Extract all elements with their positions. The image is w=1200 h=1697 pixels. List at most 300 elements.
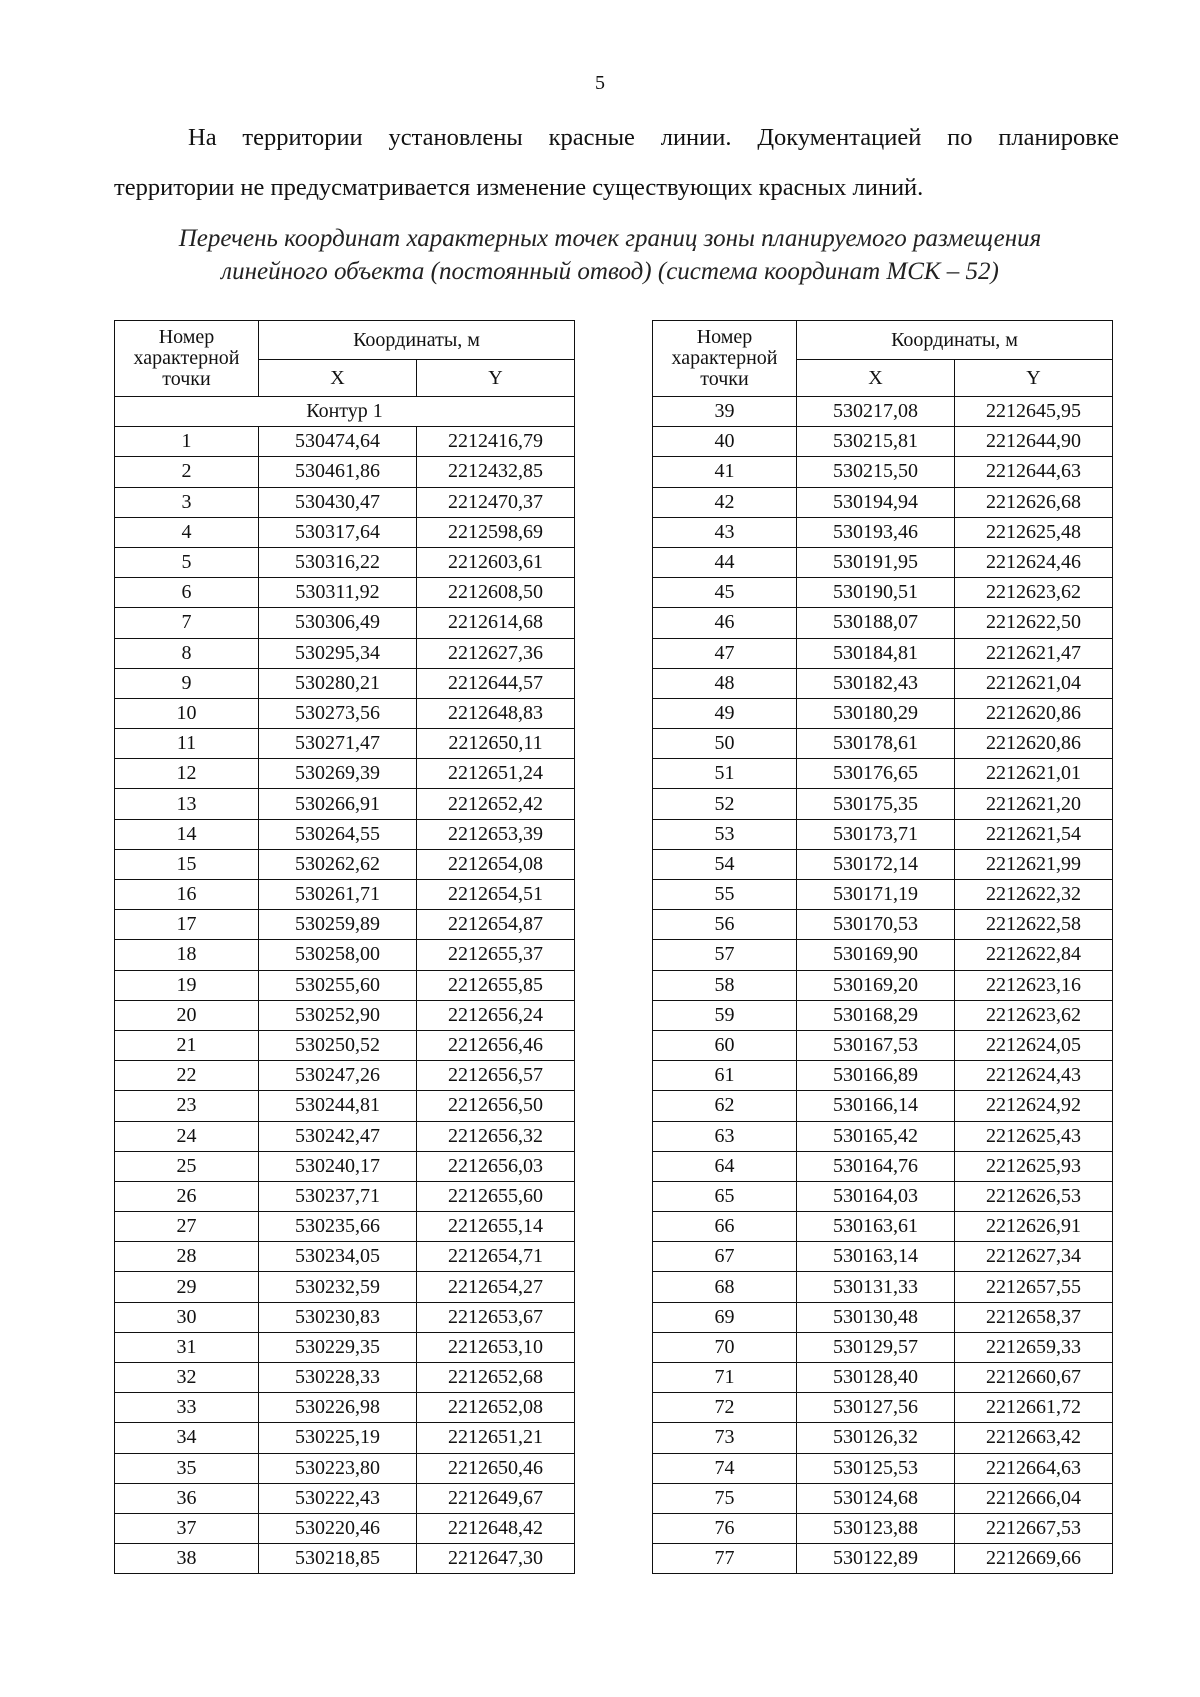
point-number-header: Номер характерной точки: [653, 321, 797, 397]
x-coordinate-cell: 530258,00: [259, 940, 417, 970]
y-coordinate-cell: 2212666,04: [955, 1483, 1113, 1513]
table-row: [115, 608, 575, 638]
x-coordinate-cell: 530244,81: [259, 1091, 417, 1121]
table-row: [653, 1212, 1113, 1242]
point-number-cell: 36: [115, 1483, 259, 1513]
table-row: [653, 1302, 1113, 1332]
point-number-cell: 62: [653, 1091, 797, 1121]
x-coordinate-cell: 530311,92: [259, 578, 417, 608]
y-coordinate-cell: 2212621,20: [955, 789, 1113, 819]
point-number-cell: 32: [115, 1363, 259, 1393]
table-row: [653, 1423, 1113, 1453]
y-coordinate-cell: 2212622,50: [955, 608, 1113, 638]
table-row: [115, 578, 575, 608]
y-coordinate-cell: 2212650,11: [417, 729, 575, 759]
y-coordinate-cell: 2212622,58: [955, 910, 1113, 940]
y-coordinate-cell: 2212650,46: [417, 1453, 575, 1483]
x-coordinate-cell: 530176,65: [797, 759, 955, 789]
point-number-cell: 24: [115, 1121, 259, 1151]
x-coordinate-cell: 530262,62: [259, 849, 417, 879]
x-coordinate-cell: 530126,32: [797, 1423, 955, 1453]
point-number-cell: 41: [653, 457, 797, 487]
y-coordinate-cell: 2212656,57: [417, 1061, 575, 1091]
page-number: 5: [595, 72, 605, 94]
point-number-cell: 70: [653, 1332, 797, 1362]
table-row: [653, 729, 1113, 759]
table-row: [115, 1483, 575, 1513]
table-row: [115, 970, 575, 1000]
point-number-cell: 67: [653, 1242, 797, 1272]
table-row: [653, 638, 1113, 668]
point-number-cell: 13: [115, 789, 259, 819]
table-row: [115, 1423, 575, 1453]
table-row: [653, 608, 1113, 638]
table-row: [115, 759, 575, 789]
coordinates-table-right: [652, 320, 1113, 1574]
table-row: [653, 668, 1113, 698]
point-number-cell: 68: [653, 1272, 797, 1302]
point-number-cell: 5: [115, 547, 259, 577]
x-coordinate-cell: 530164,76: [797, 1151, 955, 1181]
y-coordinate-cell: 2212669,66: [955, 1544, 1113, 1574]
table-row: [115, 1181, 575, 1211]
table-row: [115, 1513, 575, 1543]
x-coordinate-cell: 530232,59: [259, 1272, 417, 1302]
table-row: [653, 849, 1113, 879]
point-number-cell: 27: [115, 1212, 259, 1242]
table-row: [653, 759, 1113, 789]
y-coordinate-cell: 2212621,47: [955, 638, 1113, 668]
x-coordinate-cell: 530255,60: [259, 970, 417, 1000]
table-row: [653, 1000, 1113, 1030]
y-coordinate-cell: 2212644,63: [955, 457, 1113, 487]
y-coordinate-cell: 2212661,72: [955, 1393, 1113, 1423]
point-number-cell: 42: [653, 487, 797, 517]
point-number-cell: 65: [653, 1181, 797, 1211]
table-row: [653, 427, 1113, 457]
x-coordinate-cell: 530217,08: [797, 397, 955, 427]
point-number-cell: 52: [653, 789, 797, 819]
point-number-cell: 57: [653, 940, 797, 970]
y-coordinate-cell: 2212625,48: [955, 517, 1113, 547]
x-coordinate-cell: 530165,42: [797, 1121, 955, 1151]
y-coordinate-cell: 2212620,86: [955, 698, 1113, 728]
table-row: [653, 1363, 1113, 1393]
table-row: [115, 668, 575, 698]
x-coordinate-cell: 530184,81: [797, 638, 955, 668]
point-number-cell: 59: [653, 1000, 797, 1030]
x-coordinate-cell: 530180,29: [797, 698, 955, 728]
x-coordinate-cell: 530230,83: [259, 1302, 417, 1332]
y-coordinate-cell: 2212659,33: [955, 1332, 1113, 1362]
table-row: [653, 1544, 1113, 1574]
x-coordinate-cell: 530430,47: [259, 487, 417, 517]
y-coordinate-cell: 2212626,53: [955, 1181, 1113, 1211]
table-row: [115, 457, 575, 487]
x-coordinate-cell: 530264,55: [259, 819, 417, 849]
point-number-cell: 66: [653, 1212, 797, 1242]
x-coordinate-cell: 530191,95: [797, 547, 955, 577]
x-coordinate-cell: 530242,47: [259, 1121, 417, 1151]
x-coordinate-cell: 530237,71: [259, 1181, 417, 1211]
y-coordinate-cell: 2212651,21: [417, 1423, 575, 1453]
point-number-cell: 39: [653, 397, 797, 427]
point-number-cell: 4: [115, 517, 259, 547]
y-coordinate-cell: 2212627,34: [955, 1242, 1113, 1272]
y-coordinate-cell: 2212645,95: [955, 397, 1113, 427]
coordinates-table-left: [114, 320, 575, 1574]
table-row: [653, 1061, 1113, 1091]
coordinates-header: Координаты, м: [797, 321, 1113, 360]
point-number-cell: 11: [115, 729, 259, 759]
table-row: [115, 547, 575, 577]
table-row: [115, 910, 575, 940]
point-number-cell: 51: [653, 759, 797, 789]
table-row: [115, 940, 575, 970]
x-coordinate-cell: 530261,71: [259, 880, 417, 910]
table-row: [653, 1151, 1113, 1181]
point-number-cell: 37: [115, 1513, 259, 1543]
x-coordinate-cell: 530250,52: [259, 1030, 417, 1060]
x-coordinate-cell: 530125,53: [797, 1453, 955, 1483]
table-row: [653, 517, 1113, 547]
table-row: [653, 547, 1113, 577]
x-coordinate-cell: 530271,47: [259, 729, 417, 759]
y-coordinate-cell: 2212416,79: [417, 427, 575, 457]
point-number-cell: 40: [653, 427, 797, 457]
y-coordinate-cell: 2212644,57: [417, 668, 575, 698]
x-coordinate-cell: 530124,68: [797, 1483, 955, 1513]
table-row: [653, 698, 1113, 728]
point-number-cell: 76: [653, 1513, 797, 1543]
y-coordinate-cell: 2212621,54: [955, 819, 1113, 849]
y-coordinate-cell: 2212608,50: [417, 578, 575, 608]
point-number-cell: 16: [115, 880, 259, 910]
point-number-cell: 46: [653, 608, 797, 638]
y-coordinate-cell: 2212620,86: [955, 729, 1113, 759]
y-coordinate-cell: 2212623,62: [955, 1000, 1113, 1030]
point-number-cell: 69: [653, 1302, 797, 1332]
table-row: [115, 880, 575, 910]
y-coordinate-cell: 2212657,55: [955, 1272, 1113, 1302]
table-row: [115, 1272, 575, 1302]
point-number-cell: 14: [115, 819, 259, 849]
y-coordinate-cell: 2212653,67: [417, 1302, 575, 1332]
table-row: [653, 1030, 1113, 1060]
point-number-cell: 53: [653, 819, 797, 849]
x-coordinate-cell: 530166,14: [797, 1091, 955, 1121]
point-number-cell: 9: [115, 668, 259, 698]
x-coordinate-cell: 530266,91: [259, 789, 417, 819]
y-coordinate-cell: 2212624,43: [955, 1061, 1113, 1091]
x-coordinate-cell: 530167,53: [797, 1030, 955, 1060]
y-coordinate-cell: 2212652,68: [417, 1363, 575, 1393]
table-row: [115, 1151, 575, 1181]
y-coordinate-cell: 2212621,04: [955, 668, 1113, 698]
y-coordinate-cell: 2212655,85: [417, 970, 575, 1000]
x-coordinate-cell: 530223,80: [259, 1453, 417, 1483]
point-number-cell: 31: [115, 1332, 259, 1362]
y-coordinate-cell: 2212627,36: [417, 638, 575, 668]
table-row: [115, 1121, 575, 1151]
y-coordinate-cell: 2212624,46: [955, 547, 1113, 577]
point-number-cell: 18: [115, 940, 259, 970]
x-coordinate-cell: 530175,35: [797, 789, 955, 819]
table-row: [653, 940, 1113, 970]
y-coordinate-cell: 2212652,42: [417, 789, 575, 819]
x-coordinate-cell: 530295,34: [259, 638, 417, 668]
x-coordinate-cell: 530461,86: [259, 457, 417, 487]
table-row: [653, 578, 1113, 608]
x-coordinate-cell: 530234,05: [259, 1242, 417, 1272]
point-number-cell: 21: [115, 1030, 259, 1060]
x-coordinate-cell: 530218,85: [259, 1544, 417, 1574]
x-coordinate-cell: 530182,43: [797, 668, 955, 698]
table-row: [115, 849, 575, 879]
y-coordinate-cell: 2212652,08: [417, 1393, 575, 1423]
x-coordinate-cell: 530188,07: [797, 608, 955, 638]
point-number-cell: 50: [653, 729, 797, 759]
x-coordinate-cell: 530128,40: [797, 1363, 955, 1393]
table-row: [653, 880, 1113, 910]
point-number-cell: 25: [115, 1151, 259, 1181]
x-coordinate-cell: 530215,50: [797, 457, 955, 487]
point-number-cell: 47: [653, 638, 797, 668]
table-row: [115, 789, 575, 819]
y-coordinate-cell: 2212654,87: [417, 910, 575, 940]
y-coordinate-cell: 2212625,93: [955, 1151, 1113, 1181]
y-coordinate-cell: 2212656,03: [417, 1151, 575, 1181]
point-number-cell: 71: [653, 1363, 797, 1393]
table-row: [115, 487, 575, 517]
table-row: [653, 1483, 1113, 1513]
x-coordinate-cell: 530280,21: [259, 668, 417, 698]
x-coordinate-cell: 530129,57: [797, 1332, 955, 1362]
x-header: X: [259, 360, 417, 397]
y-coordinate-cell: 2212655,60: [417, 1181, 575, 1211]
x-coordinate-cell: 530269,39: [259, 759, 417, 789]
y-coordinate-cell: 2212648,83: [417, 698, 575, 728]
point-number-cell: 26: [115, 1181, 259, 1211]
x-coordinate-cell: 530178,61: [797, 729, 955, 759]
x-coordinate-cell: 530222,43: [259, 1483, 417, 1513]
x-coordinate-cell: 530229,35: [259, 1332, 417, 1362]
x-coordinate-cell: 530226,98: [259, 1393, 417, 1423]
point-number-cell: 10: [115, 698, 259, 728]
y-coordinate-cell: 2212614,68: [417, 608, 575, 638]
y-coordinate-cell: 2212656,32: [417, 1121, 575, 1151]
point-number-cell: 33: [115, 1393, 259, 1423]
table-row: [653, 1181, 1113, 1211]
x-coordinate-cell: 530169,20: [797, 970, 955, 1000]
point-number-cell: 73: [653, 1423, 797, 1453]
y-coordinate-cell: 2212624,92: [955, 1091, 1113, 1121]
point-number-cell: 3: [115, 487, 259, 517]
table-row: [115, 1000, 575, 1030]
x-coordinate-cell: 530130,48: [797, 1302, 955, 1332]
caption-line-1: Перечень координат характерных точек границ зоны планируемого размещения: [178, 225, 1042, 252]
point-number-header: Номер характерной точки: [115, 321, 259, 397]
point-number-cell: 30: [115, 1302, 259, 1332]
table-row: [115, 1453, 575, 1483]
point-number-cell: 49: [653, 698, 797, 728]
table-row: [653, 1242, 1113, 1272]
x-coordinate-cell: 530259,89: [259, 910, 417, 940]
table-row: [115, 1363, 575, 1393]
table-row: [653, 970, 1113, 1000]
table-row: [653, 457, 1113, 487]
x-coordinate-cell: 530190,51: [797, 578, 955, 608]
point-number-cell: 60: [653, 1030, 797, 1060]
point-number-cell: 45: [653, 578, 797, 608]
x-header: X: [797, 360, 955, 397]
point-number-cell: 38: [115, 1544, 259, 1574]
y-header: Y: [955, 360, 1113, 397]
y-coordinate-cell: 2212654,51: [417, 880, 575, 910]
point-number-cell: 19: [115, 970, 259, 1000]
y-coordinate-cell: 2212654,71: [417, 1242, 575, 1272]
y-coordinate-cell: 2212432,85: [417, 457, 575, 487]
y-coordinate-cell: 2212651,24: [417, 759, 575, 789]
y-coordinate-cell: 2212621,01: [955, 759, 1113, 789]
table-row: [115, 1091, 575, 1121]
table-row: [115, 1212, 575, 1242]
x-coordinate-cell: 530164,03: [797, 1181, 955, 1211]
x-coordinate-cell: 530122,89: [797, 1544, 955, 1574]
y-coordinate-cell: 2212647,30: [417, 1544, 575, 1574]
table-row: [115, 729, 575, 759]
point-number-cell: 48: [653, 668, 797, 698]
x-coordinate-cell: 530163,14: [797, 1242, 955, 1272]
y-coordinate-cell: 2212623,16: [955, 970, 1113, 1000]
point-number-cell: 43: [653, 517, 797, 547]
point-number-cell: 28: [115, 1242, 259, 1272]
point-number-cell: 58: [653, 970, 797, 1000]
x-coordinate-cell: 530127,56: [797, 1393, 955, 1423]
x-coordinate-cell: 530317,64: [259, 517, 417, 547]
x-coordinate-cell: 530168,29: [797, 1000, 955, 1030]
table-row: [653, 910, 1113, 940]
x-coordinate-cell: 530306,49: [259, 608, 417, 638]
y-coordinate-cell: 2212598,69: [417, 517, 575, 547]
point-number-cell: 63: [653, 1121, 797, 1151]
point-number-cell: 29: [115, 1272, 259, 1302]
table-row: [115, 819, 575, 849]
y-coordinate-cell: 2212624,05: [955, 1030, 1113, 1060]
table-row: [653, 397, 1113, 427]
y-coordinate-cell: 2212470,37: [417, 487, 575, 517]
point-number-cell: 64: [653, 1151, 797, 1181]
point-number-cell: 77: [653, 1544, 797, 1574]
contour-label: Контур 1: [115, 397, 575, 427]
y-coordinate-cell: 2212625,43: [955, 1121, 1113, 1151]
y-coordinate-cell: 2212603,61: [417, 547, 575, 577]
table-row: [653, 1091, 1113, 1121]
point-number-cell: 23: [115, 1091, 259, 1121]
point-number-cell: 17: [115, 910, 259, 940]
point-number-cell: 56: [653, 910, 797, 940]
x-coordinate-cell: 530163,61: [797, 1212, 955, 1242]
y-coordinate-cell: 2212648,42: [417, 1513, 575, 1543]
table-caption: [100, 222, 1120, 288]
table-row: [115, 1332, 575, 1362]
point-number-cell: 20: [115, 1000, 259, 1030]
y-coordinate-cell: 2212653,10: [417, 1332, 575, 1362]
y-coordinate-cell: 2212656,46: [417, 1030, 575, 1060]
x-coordinate-cell: 530474,64: [259, 427, 417, 457]
point-number-cell: 75: [653, 1483, 797, 1513]
x-coordinate-cell: 530173,71: [797, 819, 955, 849]
point-number-cell: 1: [115, 427, 259, 457]
point-number-cell: 8: [115, 638, 259, 668]
y-coordinate-cell: 2212622,32: [955, 880, 1113, 910]
point-number-cell: 12: [115, 759, 259, 789]
y-coordinate-cell: 2212626,91: [955, 1212, 1113, 1242]
y-coordinate-cell: 2212658,37: [955, 1302, 1113, 1332]
point-number-cell: 44: [653, 547, 797, 577]
x-coordinate-cell: 530170,53: [797, 910, 955, 940]
x-coordinate-cell: 530169,90: [797, 940, 955, 970]
x-coordinate-cell: 530235,66: [259, 1212, 417, 1242]
y-coordinate-cell: 2212655,14: [417, 1212, 575, 1242]
table-row: [115, 517, 575, 547]
table-row: [653, 1332, 1113, 1362]
x-coordinate-cell: 530131,33: [797, 1272, 955, 1302]
table-row: [115, 1393, 575, 1423]
point-number-cell: 2: [115, 457, 259, 487]
y-coordinate-cell: 2212654,08: [417, 849, 575, 879]
table-row: [653, 1121, 1113, 1151]
point-number-cell: 72: [653, 1393, 797, 1423]
y-coordinate-cell: 2212654,27: [417, 1272, 575, 1302]
y-coordinate-cell: 2212664,63: [955, 1453, 1113, 1483]
x-coordinate-cell: 530247,26: [259, 1061, 417, 1091]
y-coordinate-cell: 2212644,90: [955, 427, 1113, 457]
table-row: [653, 1453, 1113, 1483]
x-coordinate-cell: 530193,46: [797, 517, 955, 547]
table-row: [115, 1061, 575, 1091]
y-coordinate-cell: 2212663,42: [955, 1423, 1113, 1453]
x-coordinate-cell: 530123,88: [797, 1513, 955, 1543]
point-number-cell: 22: [115, 1061, 259, 1091]
y-coordinate-cell: 2212655,37: [417, 940, 575, 970]
y-coordinate-cell: 2212622,84: [955, 940, 1113, 970]
x-coordinate-cell: 530194,94: [797, 487, 955, 517]
table-row: [115, 1302, 575, 1332]
y-coordinate-cell: 2212621,99: [955, 849, 1113, 879]
coordinates-header: Координаты, м: [259, 321, 575, 360]
table-row: [653, 1393, 1113, 1423]
point-number-cell: 35: [115, 1453, 259, 1483]
y-coordinate-cell: 2212626,68: [955, 487, 1113, 517]
y-coordinate-cell: 2212660,67: [955, 1363, 1113, 1393]
caption-line-2: линейного объекта (постоянный отвод) (система координат МСК – 52): [221, 258, 999, 285]
table-row: [653, 819, 1113, 849]
y-header: Y: [417, 360, 575, 397]
y-coordinate-cell: 2212656,24: [417, 1000, 575, 1030]
x-coordinate-cell: 530225,19: [259, 1423, 417, 1453]
intro-line-2: территории не предусматривается изменение существующих красных линий.: [114, 174, 924, 201]
table-row: [653, 789, 1113, 819]
point-number-cell: 61: [653, 1061, 797, 1091]
table-row: [115, 698, 575, 728]
table-row: [115, 1544, 575, 1574]
x-coordinate-cell: 530166,89: [797, 1061, 955, 1091]
point-number-cell: 55: [653, 880, 797, 910]
y-coordinate-cell: 2212623,62: [955, 578, 1113, 608]
y-coordinate-cell: 2212653,39: [417, 819, 575, 849]
point-number-cell: 34: [115, 1423, 259, 1453]
